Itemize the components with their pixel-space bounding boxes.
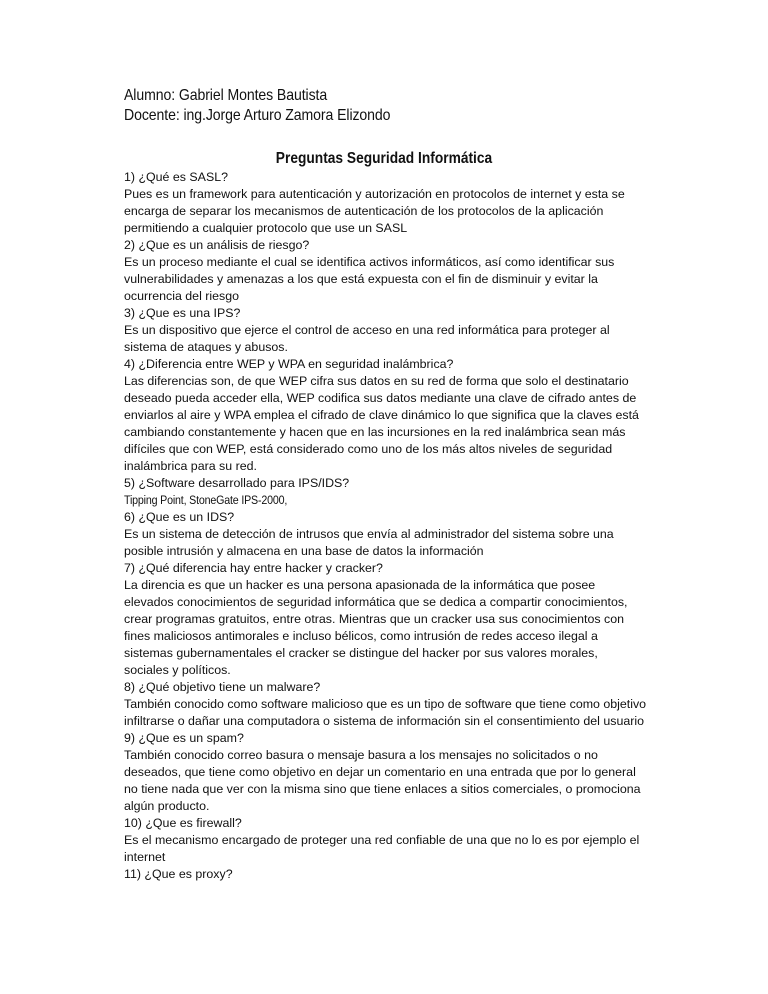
answer-line: difíciles que con WEP, está considerado como uno de los más altos niveles de seguridad (124, 442, 613, 456)
answer-line: Es un proceso mediante el cual se identifica activos informáticos, así como identificar sus (124, 255, 615, 269)
answer-line: deseados, que tiene como objetivo en dejar un comentario en una entrada que por lo general (124, 765, 636, 779)
question-line: 10) ¿Que es firewall? (124, 816, 242, 830)
answer-line: infiltrarse o dañar una computadora o sistema de información sin el consentimiento del usuario (124, 714, 645, 728)
question-line: 6) ¿Que es un IDS? (124, 510, 235, 524)
answer-line: vulnerabilidades y amenazas a los que está expuesta con el fin de disminuir y evitar la (124, 272, 598, 286)
answer-line: posible intrusión y almacena en una base de datos la información (124, 544, 484, 558)
answer-line: fines maliciosos antimorales e incluso bélicos, como intrusión de redes acceso ilegal a (124, 629, 598, 643)
answer-line: cambiando constantemente y hacen que en las incursiones en la red inalámbrica sean más (124, 425, 626, 439)
answer-line: Pues es un framework para autenticación y autorización en protocolos de internet y esta se (124, 187, 625, 201)
condensed-text: Tipping Point, StoneGate IPS-2000, (124, 493, 288, 507)
question-line: 9) ¿Que es un spam? (124, 731, 244, 745)
answer-line: permitiendo a cualquier protocolo que use un SASL (124, 221, 408, 235)
document-title: Preguntas Seguridad Informática (275, 150, 493, 167)
answer-line: algún producto. (124, 799, 210, 813)
answer-line: encarga de separar los mecanismos de autenticación de los protocolos de la aplicación (124, 204, 604, 218)
question-line: 4) ¿Diferencia entre WEP y WPA en seguridad inalámbrica? (124, 357, 454, 371)
answer-line: Las diferencias son, de que WEP cifra sus datos en su red de forma que solo el destinatario (124, 374, 629, 388)
question-line: 2) ¿Que es un análisis de riesgo? (124, 238, 310, 252)
answer-line: enviarlos al aire y WPA emplea el cifrado de clave dinámico lo que significa que la claves está (124, 408, 639, 422)
answer-line: sistemas gubernamentales el cracker se distingue del hacker por sus valores morales, (124, 646, 598, 660)
answer-line: También conocido correo basura o mensaje basura a los mensajes no solicitados o no (124, 748, 598, 762)
teacher-name: Docente: ing.Jorge Arturo Zamora Elizondo (124, 107, 391, 124)
answer-line: También conocido como software malicioso que es un tipo de software que tiene como objetivo (124, 697, 647, 711)
answer-line: deseado pueda acceder ella, WEP codifica sus datos mediante una clave de cifrado antes de (124, 391, 637, 405)
answer-line: inalámbrica para su red. (124, 459, 257, 473)
answer-line: ocurrencia del riesgo (124, 289, 240, 303)
question-line: 3) ¿Que es una IPS? (124, 306, 241, 320)
answer-line: internet (124, 850, 166, 864)
answer-line: elevados conocimientos de seguridad informática que se dedica a compartir conocimientos, (124, 595, 628, 609)
answer-line: no tiene nada que ver con la misma sino que tiene enlaces a sitios comerciales, o promociona (124, 782, 641, 796)
question-line: 1) ¿Qué es SASL? (124, 170, 228, 184)
answer-line: sociales y políticos. (124, 663, 231, 677)
answer-line: crear programas gratuitos, entre otras. Mientras que un cracker usa sus conocimientos con (124, 612, 624, 626)
question-line: 11) ¿Que es proxy? (124, 867, 233, 881)
answer-line: Es un dispositivo que ejerce el control de acceso en una red informática para proteger al (124, 323, 610, 337)
answer-line-condensed (124, 492, 669, 509)
question-line: 7) ¿Qué diferencia hay entre hacker y cracker? (124, 561, 383, 575)
document-header (124, 86, 617, 126)
document-body (124, 169, 669, 883)
answer-line: sistema de ataques y abusos. (124, 340, 288, 354)
answer-line: Es un sistema de detección de intrusos que envía al administrador del sistema sobre una (124, 527, 614, 541)
question-line: 5) ¿Software desarrollado para IPS/IDS? (124, 476, 350, 490)
answer-line: Es el mecanismo encargado de proteger una red confiable de una que no lo es por ejemplo el (124, 833, 640, 847)
question-line: 8) ¿Qué objetivo tiene un malware? (124, 680, 321, 694)
student-name: Alumno: Gabriel Montes Bautista (124, 87, 328, 104)
answer-line: La direncia es que un hacker es una persona apasionada de la informática que posee (124, 578, 596, 592)
